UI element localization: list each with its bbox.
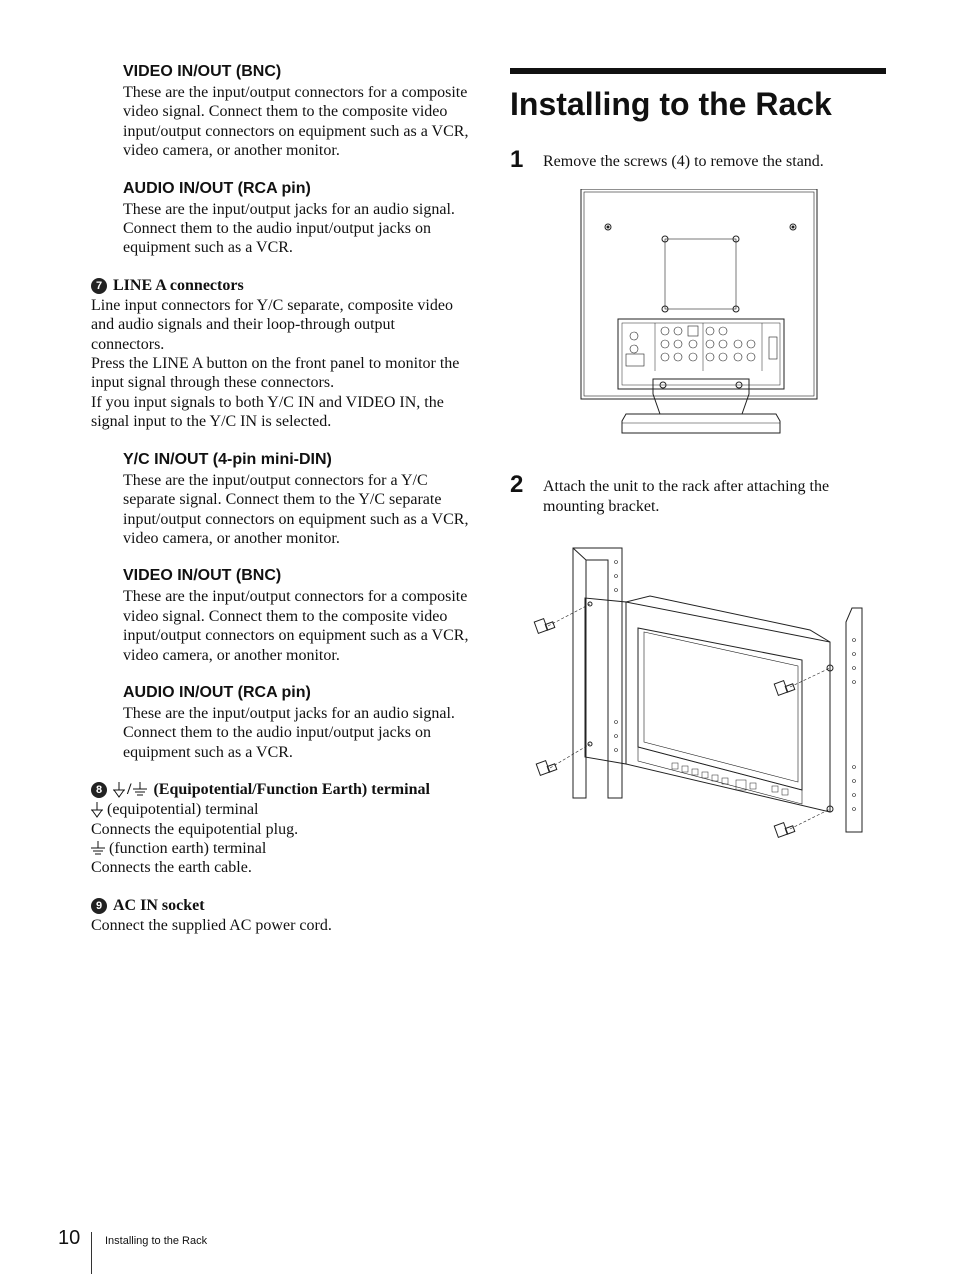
step-1-text: Remove the screws (4) to remove the stand. — [543, 153, 824, 170]
step-1-number: 1 — [510, 146, 524, 173]
equipotential-icon — [113, 782, 125, 798]
item-8-number-icon: 8 — [91, 782, 107, 798]
ac-in-heading — [91, 896, 471, 916]
rack-mount-illustration — [510, 542, 886, 852]
step-2-number: 2 — [510, 471, 524, 499]
ac-in-description: Connect the supplied AC power cord. — [91, 916, 332, 934]
equipotential-line: (equipotential) terminal — [91, 800, 471, 819]
video-inout-description-2: These are the input/output connectors for a composite video signal. Connect them to the composite video input/output connectors on equipment such as a VCR, video camera, or another monitor. — [123, 588, 469, 664]
line-a-heading — [91, 276, 471, 296]
yc-inout-description: These are the input/output connectors for a Y/C separate signal. Connect them to the Y/C separate input/output connectors on equipment such as a VCR, video camera, or another monitor. — [123, 471, 469, 547]
function-earth-description: Connects the earth cable. — [91, 859, 252, 877]
monitor-rear-illustration — [510, 189, 886, 449]
yc-inout-heading: Y/C IN/OUT (4-pin mini-DIN) — [123, 450, 332, 468]
video-inout-description: These are the input/output connectors for a composite video signal. Connect them to the composite video input/output connectors on equipment such as a VCR, video camera, or another monitor. — [123, 84, 469, 160]
page-number: 10 — [58, 1227, 81, 1249]
equipotential-description: Connects the equipotential plug. — [91, 820, 299, 838]
step-2 — [510, 473, 886, 516]
video-inout-heading-2: VIDEO IN/OUT (BNC) — [123, 567, 282, 585]
earth-terminal-description — [91, 800, 471, 878]
line-a-body-3: If you input signals to both Y/C IN and VIDEO IN, the signal input to the Y/C IN is selected. — [91, 393, 444, 431]
page-title: Installing to the Rack — [510, 86, 832, 122]
left-column — [91, 62, 471, 953]
line-a-title: LINE A connectors — [113, 276, 244, 294]
right-column — [510, 68, 886, 852]
audio-inout-heading-2: AUDIO IN/OUT (RCA pin) — [123, 683, 311, 701]
equipotential-icon-small — [91, 802, 103, 818]
audio-inout-description: These are the input/output jacks for an audio signal. Connect them to the audio input/output jacks on equipment such as a VCR. — [123, 200, 455, 257]
step-2-text: Attach the unit to the rack after attaching the mounting bracket. — [543, 478, 830, 515]
footer-divider — [91, 1232, 92, 1274]
ac-in-title: AC IN socket — [113, 896, 205, 914]
function-earth-icon-small — [91, 841, 105, 857]
function-earth-line: (function earth) terminal — [91, 839, 471, 858]
footer-section-title: Installing to the Rack — [105, 1235, 208, 1247]
audio-inout-heading: AUDIO IN/OUT (RCA pin) — [123, 179, 311, 197]
function-earth-icon — [133, 782, 147, 798]
item-9-number-icon: 9 — [91, 898, 107, 914]
earth-terminal-heading: 8 / (Equipotential/Function Earth) terminal — [91, 780, 471, 800]
video-inout-heading: VIDEO IN/OUT (BNC) — [123, 63, 282, 80]
line-a-body-2: Press the LINE A button on the front panel to monitor the input signal through these connectors. — [91, 355, 460, 392]
earth-terminal-title: (Equipotential/Function Earth) terminal — [153, 781, 430, 799]
item-7-number-icon: 7 — [91, 278, 107, 294]
audio-inout-description-2: These are the input/output jacks for an audio signal. Connect them to the audio input/output jacks on equipment such as a VCR. — [123, 704, 455, 761]
step-1 — [510, 148, 886, 171]
line-a-description — [91, 296, 471, 432]
line-a-body-1: Line input connectors for Y/C separate, composite video and audio signals and their loop-through output connectors. — [91, 296, 453, 353]
title-rule — [510, 68, 886, 74]
